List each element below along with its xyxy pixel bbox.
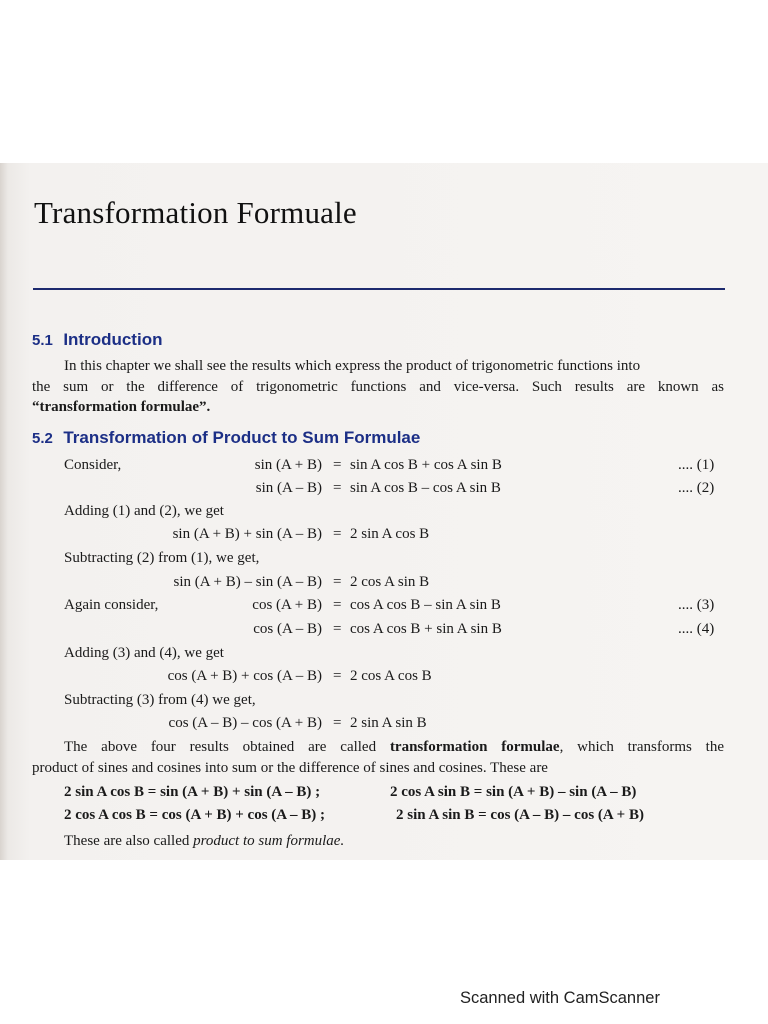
- equals-sign: =: [333, 597, 342, 613]
- formula-1: 2 sin A cos B = sin (A + B) + sin (A – B) ;: [64, 784, 321, 800]
- summary-line-1: [64, 739, 724, 756]
- equation-lhs: sin (A + B) + sin (A – B): [172, 526, 322, 542]
- equation-lhs: sin (A + B): [254, 457, 322, 473]
- equals-sign: =: [333, 457, 342, 473]
- equation-rhs: sin A cos B + cos A sin B: [350, 457, 502, 473]
- equation-rhs: cos A cos B + sin A sin B: [350, 621, 502, 637]
- page-title: Transformation Formuale: [34, 195, 357, 230]
- section-number: 5.1: [32, 332, 53, 349]
- equation-rhs: sin A cos B – cos A sin B: [350, 480, 501, 496]
- section-name: Introduction: [63, 330, 163, 349]
- section-name: Transformation of Product to Sum Formulae: [63, 428, 421, 447]
- equation-rhs: 2 sin A sin B: [350, 715, 427, 731]
- equation-tag: .... (2): [678, 480, 715, 496]
- scanner-watermark: Scanned with CamScanner: [460, 989, 660, 1007]
- equation-rhs: 2 cos A cos B: [350, 668, 432, 684]
- summary-bold-term: transformation formulae: [389, 739, 560, 755]
- equation-rhs: 2 cos A sin B: [350, 574, 430, 590]
- step-adding-3-4: Adding (3) and (4), we get: [64, 645, 224, 661]
- intro-line-3: “transformation formulae”.: [32, 399, 211, 415]
- equation-lhs: cos (A + B): [252, 597, 322, 613]
- summary-text: , which transforms the: [559, 739, 724, 755]
- equals-sign: =: [333, 480, 342, 496]
- intro-line-1: In this chapter we shall see the results which express the product of trigonometric functions into: [64, 358, 641, 374]
- equation-lhs: cos (A + B) + cos (A – B): [167, 668, 322, 684]
- closing-line: [64, 833, 344, 850]
- equals-sign: =: [333, 526, 342, 542]
- equation-lhs: sin (A – B): [255, 480, 322, 496]
- section-heading-introduction: [32, 330, 162, 350]
- equation-rhs: 2 sin A cos B: [350, 526, 430, 542]
- step-consider: Consider,: [64, 457, 122, 473]
- formula-4: 2 sin A sin B = cos (A – B) – cos (A + B): [396, 807, 644, 823]
- step-subtracting-2-from-1: Subtracting (2) from (1), we get,: [64, 550, 260, 566]
- equals-sign: =: [333, 668, 342, 684]
- section-number: 5.2: [32, 430, 53, 447]
- equation-tag: .... (4): [678, 621, 715, 637]
- equation-lhs: cos (A – B): [253, 621, 322, 637]
- equation-tag: .... (3): [678, 597, 715, 613]
- summary-text: The above four results obtained are called: [64, 739, 390, 755]
- closing-italic: product to sum formulae.: [193, 833, 345, 849]
- equation-lhs: cos (A – B) – cos (A + B): [168, 715, 322, 731]
- equation-tag: .... (1): [678, 457, 715, 473]
- equals-sign: =: [333, 715, 342, 731]
- step-again-consider: Again consider,: [64, 597, 159, 613]
- title-divider: [33, 288, 725, 290]
- equals-sign: =: [333, 621, 342, 637]
- intro-line-2: the sum or the difference of trigonometric functions and vice-versa. Such results are known as: [32, 379, 724, 395]
- equals-sign: =: [333, 574, 342, 590]
- equation-lhs: sin (A + B) – sin (A – B): [173, 574, 322, 590]
- formula-3: 2 cos A cos B = cos (A + B) + cos (A – B) ;: [64, 807, 326, 823]
- step-subtracting-3-from-4: Subtracting (3) from (4) we get,: [64, 692, 256, 708]
- equation-rhs: cos A cos B – sin A sin B: [350, 597, 501, 613]
- closing-text: These are also called: [64, 833, 194, 849]
- section-heading-product-to-sum: [32, 428, 420, 448]
- formula-2: 2 cos A sin B = sin (A + B) – sin (A – B): [390, 784, 637, 800]
- step-adding-1-2: Adding (1) and (2), we get: [64, 503, 224, 519]
- summary-line-2: product of sines and cosines into sum or the difference of sines and cosines. These are: [32, 760, 548, 776]
